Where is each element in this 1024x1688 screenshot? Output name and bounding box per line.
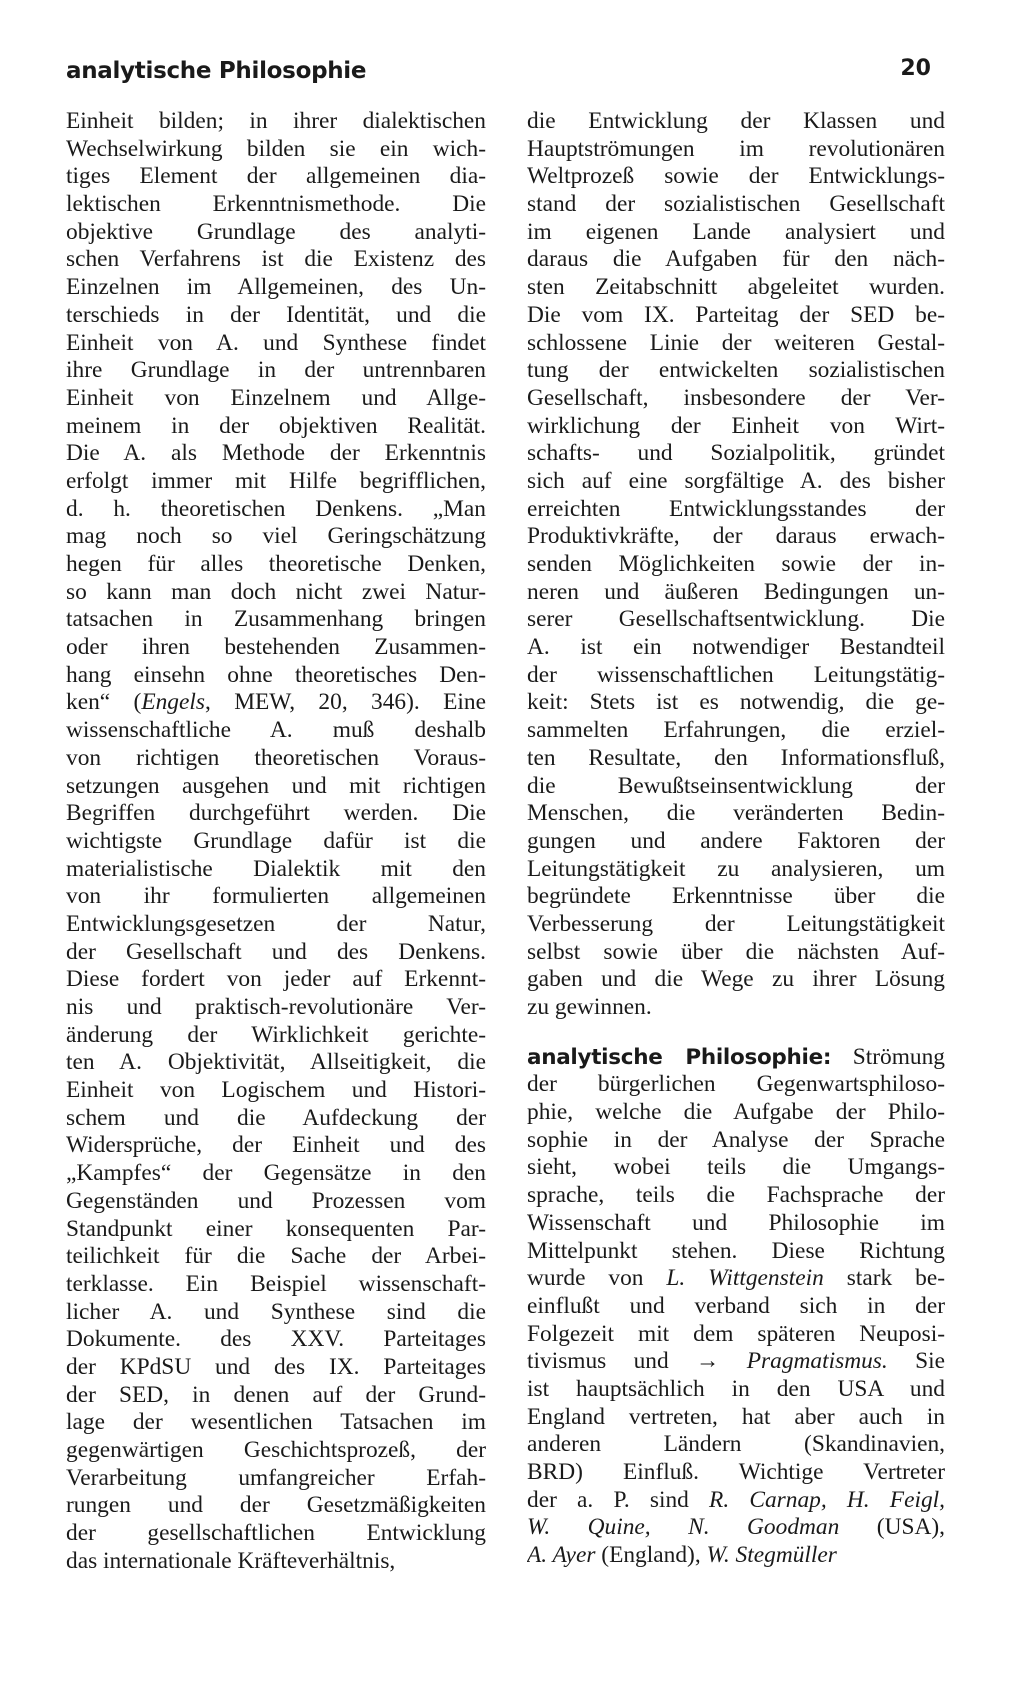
text-line: „Kampfes“ der Gegensätze in den [66,1160,486,1187]
text-line: tiges Element der allgemeinen dia- [66,163,486,190]
text-line: Verbesserung der Leitungstätigkeit [527,910,945,937]
person-name: W. Stegmüller [706,1542,837,1569]
text-line: Standpunkt einer konsequenten Par- [66,1215,486,1242]
text-line: ihre Grundlage in der untrennbaren [66,357,486,384]
text-line: Entwicklungsgesetzen der Natur, [66,910,486,937]
text-line: Begriffen durchgeführt werden. Die [66,800,486,827]
text-line: Weltprozeß sowie der Entwicklungs- [527,163,945,190]
text-line: zu gewinnen. [527,994,652,1020]
text-line: nis und praktisch-revolutionäre Ver- [66,994,486,1020]
text-line: Einheit bilden; in ihrer dialektischen [66,108,486,134]
cross-reference-link: Pragmatismus. [746,1348,888,1375]
page-number: 20 [900,56,931,81]
text-line: von richtigen theoretischen Voraus- [66,744,486,771]
text-line: begründete Erkenntnisse über die [527,883,945,910]
text-line: sammelten Erfahrungen, die erziel- [527,717,945,744]
text-line: der Gesellschaft und des Denkens. [66,938,486,965]
text-line: wissenschaftliche A. muß deshalb [66,717,486,744]
text-line: sprache, teils die Fachsprache der [527,1182,945,1209]
text-line: schafts- und Sozialpolitik, gründet [527,440,945,467]
text-line: phie, welche die Aufgabe der Philo- [527,1099,945,1126]
text-line: von ihr formulierten allgemeinen [66,883,486,910]
text-line: hang einsehn ohne theoretisches Den- [66,661,486,688]
text-line: terschieds in der Identität, und die [66,301,486,328]
text-line: senden Möglichkeiten sowie der in- [527,551,945,577]
text-line: terklasse. Ein Beispiel wissenschaft- [66,1270,486,1297]
text-line: ist hauptsächlich in den USA und [527,1375,945,1402]
text-line: anderen Ländern (Skandinavien, [527,1431,945,1458]
text-line: keit: Stets ist es notwendig, die ge- [527,689,945,716]
text-line: die Bewußtseinsentwicklung der [527,772,945,799]
text-line: daraus die Aufgaben für den näch- [527,246,945,273]
text-line: Leitungstätigkeit zu analysieren, um [527,855,945,882]
text-line: serer Gesellschaftsentwicklung. Die [527,606,945,633]
text-line: lektischen Erkenntnismethode. Die [66,191,486,218]
text-line: der SED, in denen auf der Grund- [66,1381,486,1408]
entry-headword: analytische Philosophie: [527,1044,832,1070]
text-line: sieht, wobei teils die Umgangs- [527,1154,945,1181]
text-line: Gegenständen und Prozessen vom [66,1187,486,1214]
text-line: der bürgerlichen Gegenwartsphiloso- [527,1071,945,1098]
text-line: der KPdSU und des IX. Parteitages [66,1353,486,1380]
text-line: Die vom IX. Parteitag der SED be- [527,301,945,328]
text-line: einflußt und verband sich in der [527,1292,945,1319]
text-line: rungen und der Gesetzmäßigkeiten [66,1492,486,1519]
author-name: Engels [141,689,205,716]
text-line: Diese fordert von jeder auf Erkennt- [66,966,486,993]
text-line: Einheit von Logischem und Histori- [66,1077,486,1104]
left-column [66,108,486,1575]
text-line: Wechselwirkung bilden sie ein wich- [66,135,486,162]
text-line: Einzelnen im Allgemeinen, des Un- [66,274,486,301]
text-line: gungen und andere Faktoren der [527,827,945,854]
text-line: licher A. und Synthese sind die [66,1298,486,1325]
text-line: Die A. als Methode der Erkenntnis [66,440,486,467]
text-line: Gesellschaft, insbesondere der Ver- [527,384,945,411]
text-line: Folgezeit mit dem späteren Neuposi- [527,1320,945,1347]
text-line: der gesellschaftlichen Entwicklung [66,1520,486,1547]
text-line: setzungen ausgehen und mit richtigen [66,772,486,799]
text-line: die Entwicklung der Klassen und [527,108,945,134]
paragraph-gap [527,1022,945,1044]
dictionary-entry: analytische Philosophie: Strömung der bürgerlichen Gegenwartsphiloso- phie, welche die Aufgabe der Philo- sophie in der Analyse der Sprache sieht, wobei teils die Umgangs- sprache, teils die Fachsprache der Wissenschaft und Philosophie im Mittelpunkt stehen. Diese Richtung wurde von L. Wittgenstein stark be- einflußt und verband sich in der Folgezeit mit dem späteren Neuposi- tivismus und → Pragmatismus. Sie ist hauptsächlich in den USA und England vertreten, hat aber auch in anderen Ländern (Skandinavien, BRD) Einfluß. Wichtige Vertreter der a. P. sind R. Carnap, H. Feigl, W. Quine, N. Goodman (USA), A. Ayer (England), W. Stegmüller [527,1043,945,1569]
text-line: hegen für alles theoretische Denken, [66,551,486,577]
text-line: wirklichung der Einheit von Wirt- [527,412,945,439]
person-name: R. Carnap, H. Feigl, [709,1486,945,1513]
text-line: Hauptströmungen im revolutionären [527,135,945,162]
text-line: sich auf eine sorgfältige A. des bisher [527,467,945,494]
text-line: d. h. theoretischen Denkens. „Man [66,495,486,522]
text-line: lage der wesentlichen Tatsachen im [66,1409,486,1436]
text-line: materialistische Dialektik mit den [66,855,486,882]
text-line: A. ist ein notwendiger Bestandteil [527,634,945,661]
text-line: sophie in der Analyse der Sprache [527,1126,945,1153]
text-line: das internationale Kräfteverhältnis, [66,1547,396,1574]
person-name: L. Wittgenstein [666,1265,824,1292]
text-line: tivismus und → Pragmatismus. Sie [527,1348,945,1375]
text-line: neren und äußeren Bedingungen un- [527,578,945,605]
text-line: der wissenschaftlichen Leitungstätig- [527,661,945,688]
text-line: Einheit von A. und Synthese findet [66,329,486,356]
text-line: W. Quine, N. Goodman (USA), [527,1514,945,1541]
text-line: ten Resultate, den Informationsfluß, [527,744,945,771]
entry-continuation [527,108,945,1022]
text-line: objektive Grundlage des analyti- [66,218,486,245]
text-line: der a. P. sind R. Carnap, H. Feigl, [527,1486,945,1513]
text-line: tatsachen in Zusammenhang bringen [66,606,486,633]
text-line: gaben und die Wege zu ihrer Lösung [527,966,945,993]
text-line: BRD) Einfluß. Wichtige Vertreter [527,1459,945,1485]
text-line: Wissenschaft und Philosophie im [527,1209,945,1236]
text-line: selbst sowie über die nächsten Auf- [527,938,945,965]
text-line: wichtigste Grundlage dafür ist die [66,827,486,854]
text-line: Verarbeitung umfangreicher Erfah- [66,1464,486,1491]
text-line: meinem in der objektiven Realität. [66,412,486,439]
text-line: Widersprüche, der Einheit und des [66,1132,486,1159]
text-line: tung der entwickelten sozialistischen [527,357,945,384]
person-name: W. Quine, N. Goodman [527,1514,840,1541]
text-line: oder ihren bestehenden Zusammen- [66,634,486,661]
running-head: analytische Philosophie [66,58,367,84]
text-line: gegenwärtigen Geschichtsprozeß, der [66,1437,486,1463]
text-line: schem und die Aufdeckung der [66,1104,486,1131]
text-line: England vertreten, hat aber auch in [527,1403,945,1430]
text-line: Einheit von Einzelnem und Allge- [66,384,486,411]
text-line: mag noch so viel Geringschätzung [66,523,486,550]
right-column [527,108,945,1570]
text-line: ken“ (Engels, MEW, 20, 346). Eine [66,689,486,716]
text-line: Mittelpunkt stehen. Diese Richtung [527,1237,945,1264]
text-line: Produktivkräfte, der daraus erwach- [527,523,945,550]
text-line: ten A. Objektivität, Allseitigkeit, die [66,1049,486,1076]
text-line: teilichkeit für die Sache der Arbei- [66,1243,486,1270]
text-line: so kann man doch nicht zwei Natur- [66,578,486,605]
text-line: änderung der Wirklichkeit gerichte- [66,1021,486,1048]
text-line: A. Ayer (England), W. Stegmüller [527,1542,837,1569]
text-line: im eigenen Lande analysiert und [527,218,945,245]
person-name: A. Ayer [527,1542,596,1569]
text-line: wurde von L. Wittgenstein stark be- [527,1265,945,1292]
text-line: Dokumente. des XXV. Parteitages [66,1326,486,1353]
text-line: erreichten Entwicklungsstandes der [527,495,945,522]
text-line: erfolgt immer mit Hilfe begrifflichen, [66,467,486,494]
text-line: schlossene Linie der weiteren Gestal- [527,329,945,356]
text-line: Menschen, die veränderten Bedin- [527,800,945,827]
text-line: sten Zeitabschnitt abgeleitet wurden. [527,274,945,301]
text-line: schen Verfahrens ist die Existenz des [66,246,486,273]
text-line: stand der sozialistischen Gesellschaft [527,191,945,218]
